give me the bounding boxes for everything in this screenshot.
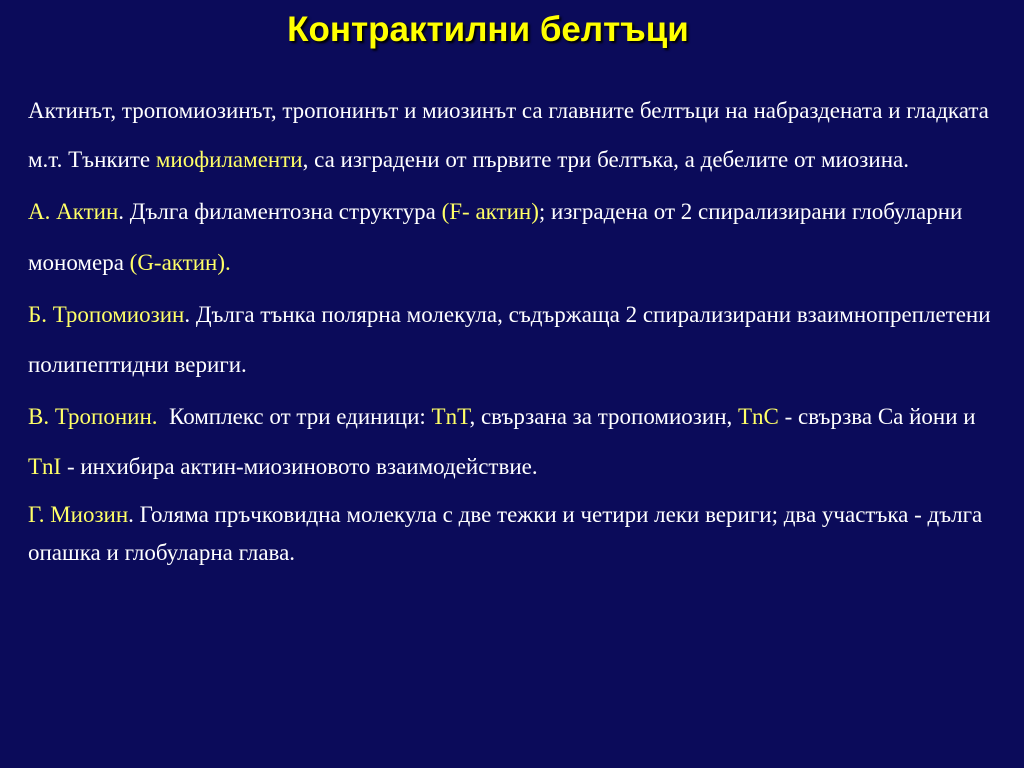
actin-heading: А. Актин: [28, 199, 119, 224]
term-tni: TnI: [28, 454, 62, 479]
term-tnc: TnC: [738, 404, 779, 429]
slide-title: Контрактилни белтъци: [287, 10, 689, 49]
tropomyosin-heading: Б. Тропомиозин: [28, 302, 185, 327]
troponin-text-2: , свързана за тропомиозин,: [469, 404, 738, 429]
slide-body: [28, 86, 993, 572]
intro-text-1: Актинът, тропомиозинът, тропонинът и миозинът са главните белтъци на набраздената и гладката м.т. Тънките: [28, 98, 989, 172]
term-g-actin: (G-актин).: [129, 250, 231, 275]
intro-text-2: , са изградени от първите три белтъка, а дебелите от миозина.: [302, 147, 909, 172]
actin-text-2: ; изградена от 2 спирализирани глобуларни мономера: [28, 199, 963, 275]
term-myofilaments: миофиламенти: [155, 147, 303, 172]
troponin-text-4: - инхибира актин-миозиновото взаимодействие.: [61, 454, 538, 479]
myosin-paragraph: [28, 496, 993, 572]
actin-text-1: . Дълга филаментозна структура: [118, 199, 442, 224]
tropomyosin-paragraph: [28, 290, 993, 390]
term-f-actin: (F- актин): [441, 199, 539, 224]
myosin-heading: Г. Миозин: [28, 502, 129, 527]
myosin-text-1: . Голяма пръчковидна молекула с две тежки и четири леки вериги; два участъка - дълга опашка и глобуларна глава.: [28, 502, 983, 565]
actin-paragraph: [28, 186, 993, 288]
troponin-text-3: - свързва Са йони и: [778, 404, 982, 429]
troponin-text-1: Комплекс от три единици:: [157, 404, 432, 429]
term-tnt: TnT: [431, 404, 470, 429]
intro-paragraph: [28, 86, 993, 184]
troponin-heading: В. Тропонин.: [28, 404, 158, 429]
troponin-paragraph: [28, 392, 993, 492]
tropomyosin-text-1: . Дълга тънка полярна молекула, съдържаща 2 спирализирани взаимнопреплетени полипептидни вериги.: [28, 302, 991, 377]
